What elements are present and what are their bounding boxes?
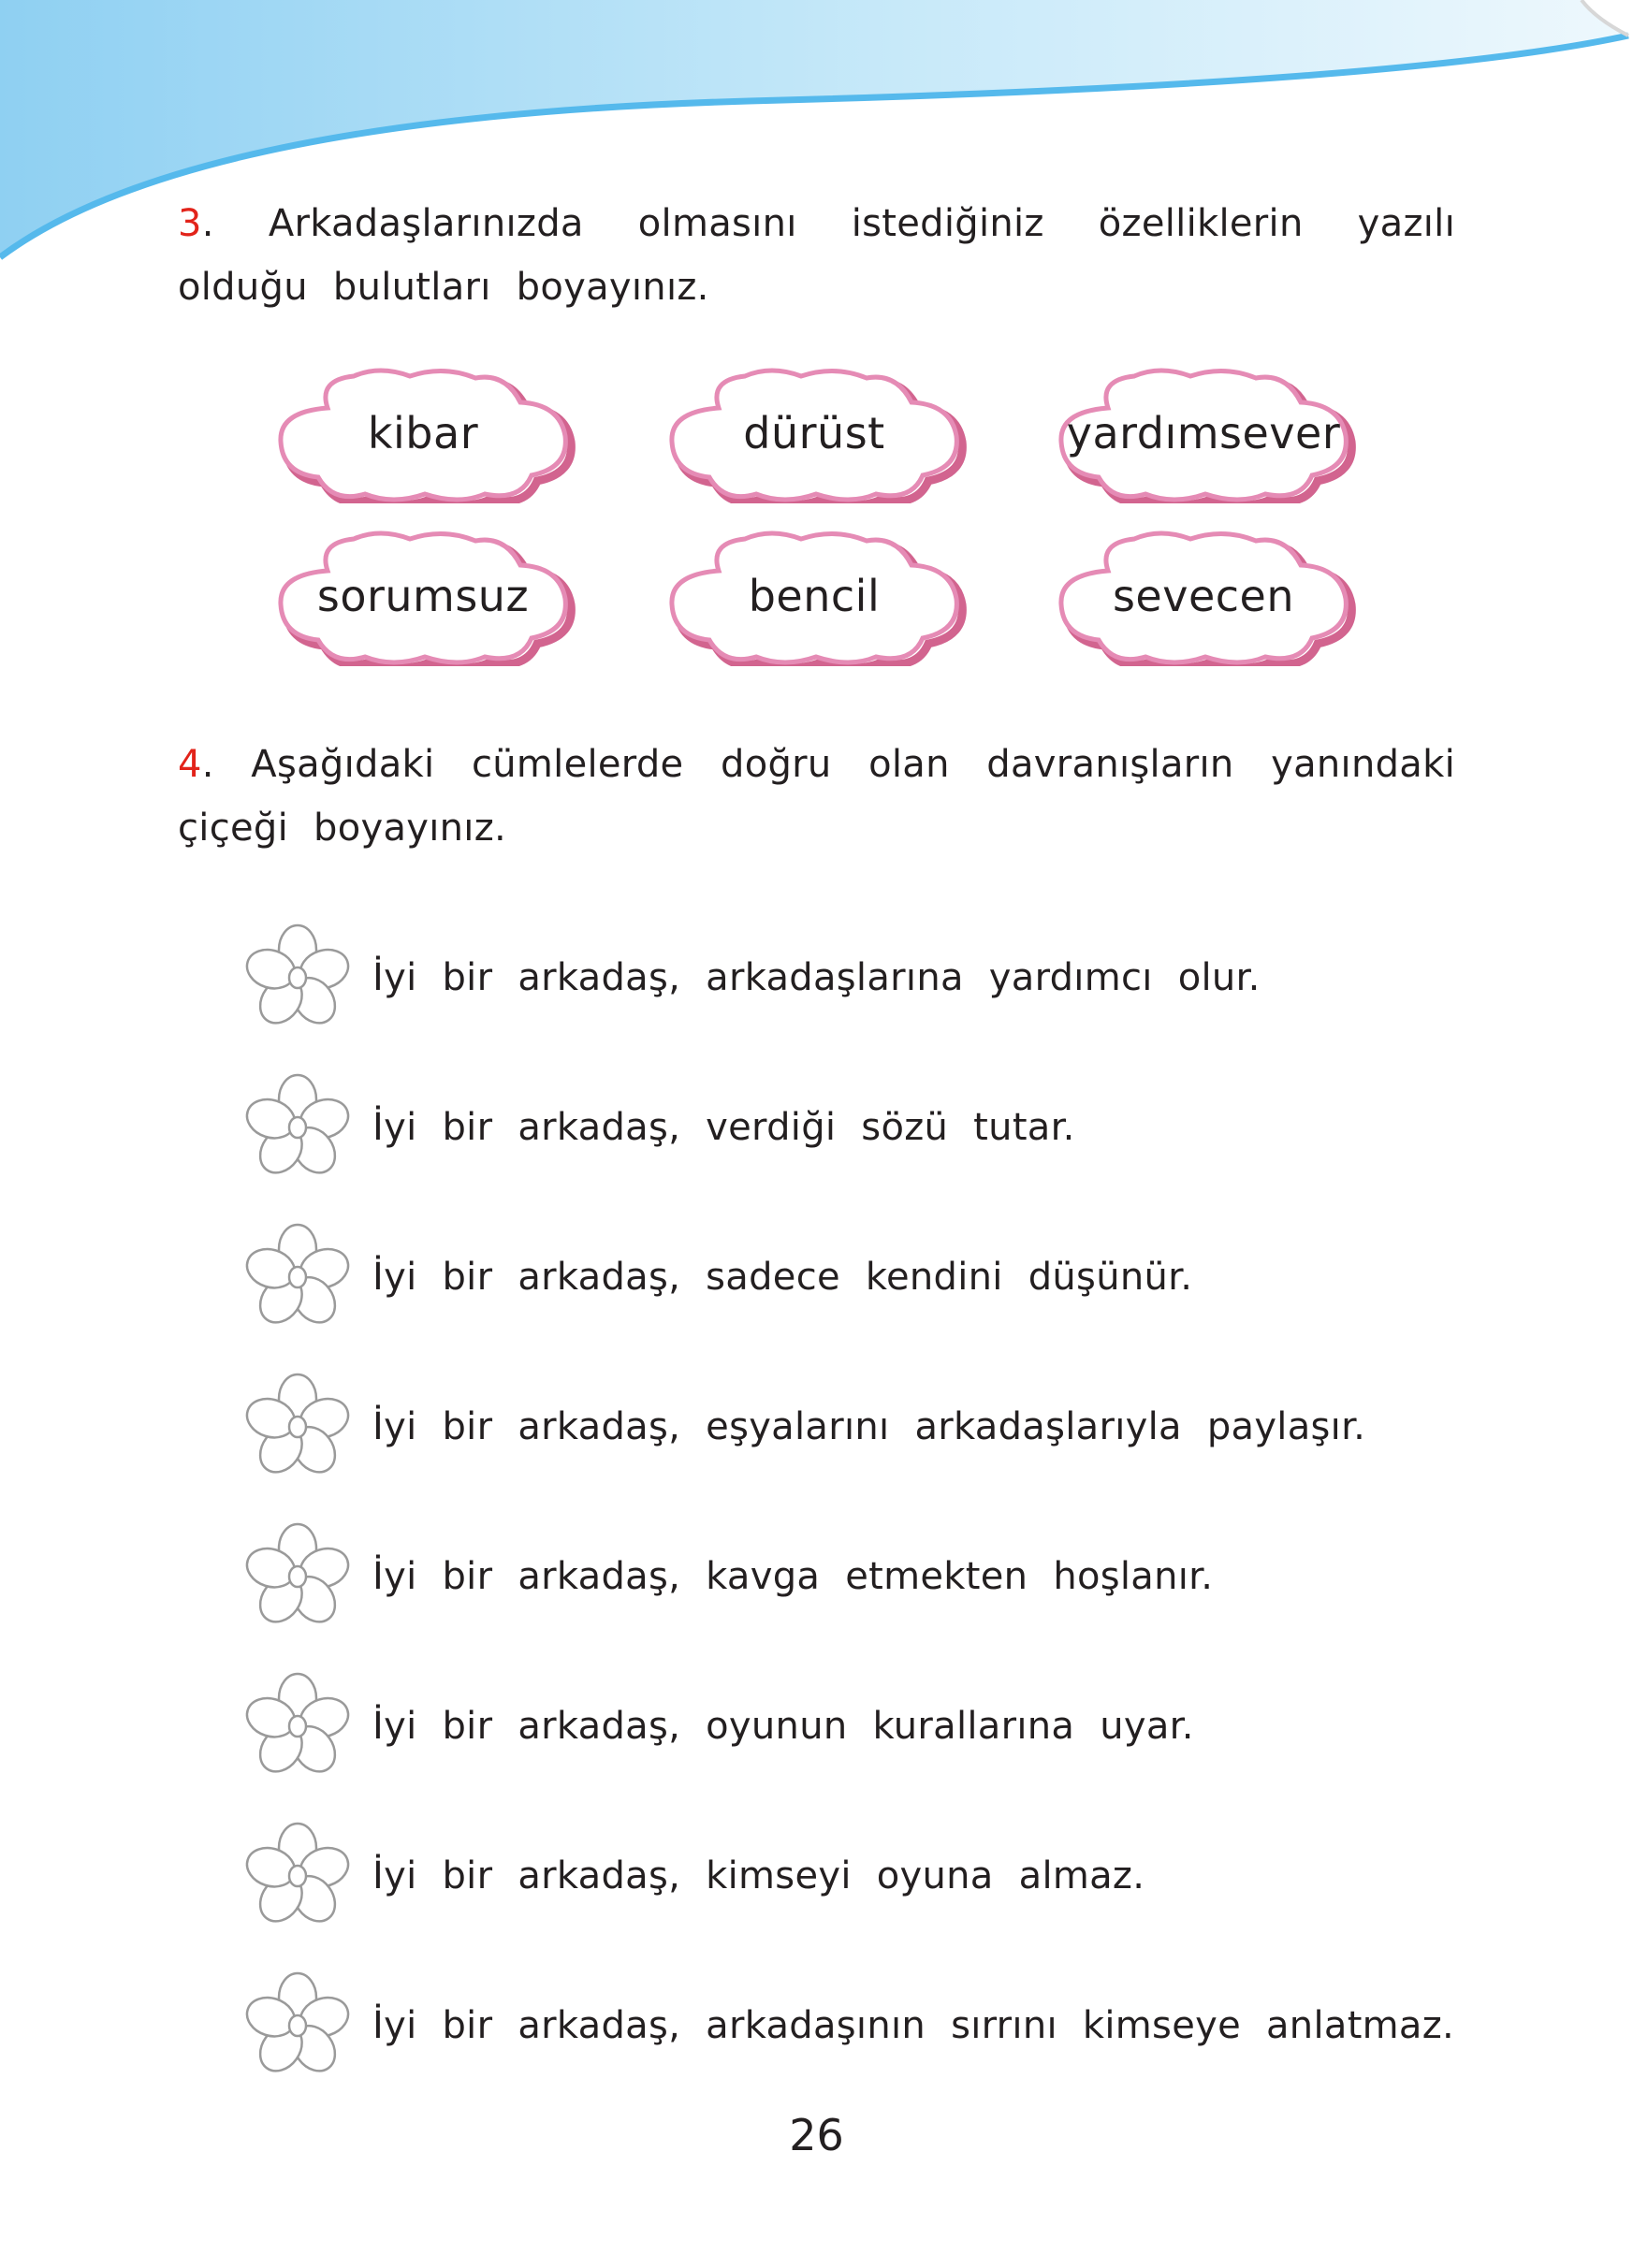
cloud-yardimsever[interactable] [1041,363,1366,503]
statement-text: İyi bir arkadaş, sadece kendini düşünür. [372,1256,1193,1299]
statement-text: İyi bir arkadaş, arkadaşlarına yardımcı olur. [372,956,1261,999]
cloud-bencil[interactable] [651,526,977,666]
question-3-text: . Arkadaşlarınızda olmasını istediğiniz özelliklerin yazılı olduğu bulutları boyayınız. [178,202,1455,309]
page-number: 26 [789,2110,844,2160]
cloud-sorumsuz[interactable] [260,526,586,666]
cloud-sevecen[interactable] [1041,526,1366,666]
flower-icon[interactable] [241,1221,354,1333]
statement-row [241,1970,1458,2091]
question-3-number: 3 [178,202,202,245]
cloud-label: kibar [367,408,479,458]
statement-row [241,1371,1458,1492]
statement-row [241,1820,1458,1941]
question-4-prompt [178,733,1455,860]
statement-text: İyi bir arkadaş, arkadaşının sırrını kimseye anlatmaz. [372,2004,1455,2047]
question-4-number: 4 [178,743,202,786]
statement-row [241,922,1458,1043]
flower-icon[interactable] [241,1371,354,1483]
statement-text: İyi bir arkadaş, kimseyi oyuna almaz. [372,1854,1145,1897]
statement-text: İyi bir arkadaş, oyunun kurallarına uyar. [372,1705,1194,1748]
statement-text: İyi bir arkadaş, eşyalarını arkadaşlarıyla paylaşır. [372,1405,1366,1448]
cloud-label: sorumsuz [316,571,530,621]
flower-icon[interactable] [241,1520,354,1633]
flower-icon[interactable] [241,1820,354,1932]
flower-icon[interactable] [241,922,354,1034]
flower-icon[interactable] [241,1071,354,1184]
cloud-label: sevecen [1112,571,1295,621]
question-4-text: . Aşağıdaki cümlelerde doğru olan davranışların yanındaki çiçeği boyayınız. [178,743,1455,850]
statement-row [241,1670,1458,1792]
cloud-kibar[interactable] [260,363,586,503]
statement-text: İyi bir arkadaş, verdiği sözü tutar. [372,1106,1075,1149]
cloud-label: bencil [748,571,881,621]
statement-row [241,1221,1458,1343]
statement-row [241,1071,1458,1193]
statement-row [241,1520,1458,1642]
cloud-label: dürüst [743,408,885,458]
flower-icon[interactable] [241,1670,354,1782]
cloud-durust[interactable] [651,363,977,503]
statement-text: İyi bir arkadaş, kavga etmekten hoşlanır. [372,1555,1214,1598]
question-3-prompt [178,192,1455,319]
cloud-label: yardımsever [1066,408,1341,458]
flower-icon[interactable] [241,1970,354,2082]
